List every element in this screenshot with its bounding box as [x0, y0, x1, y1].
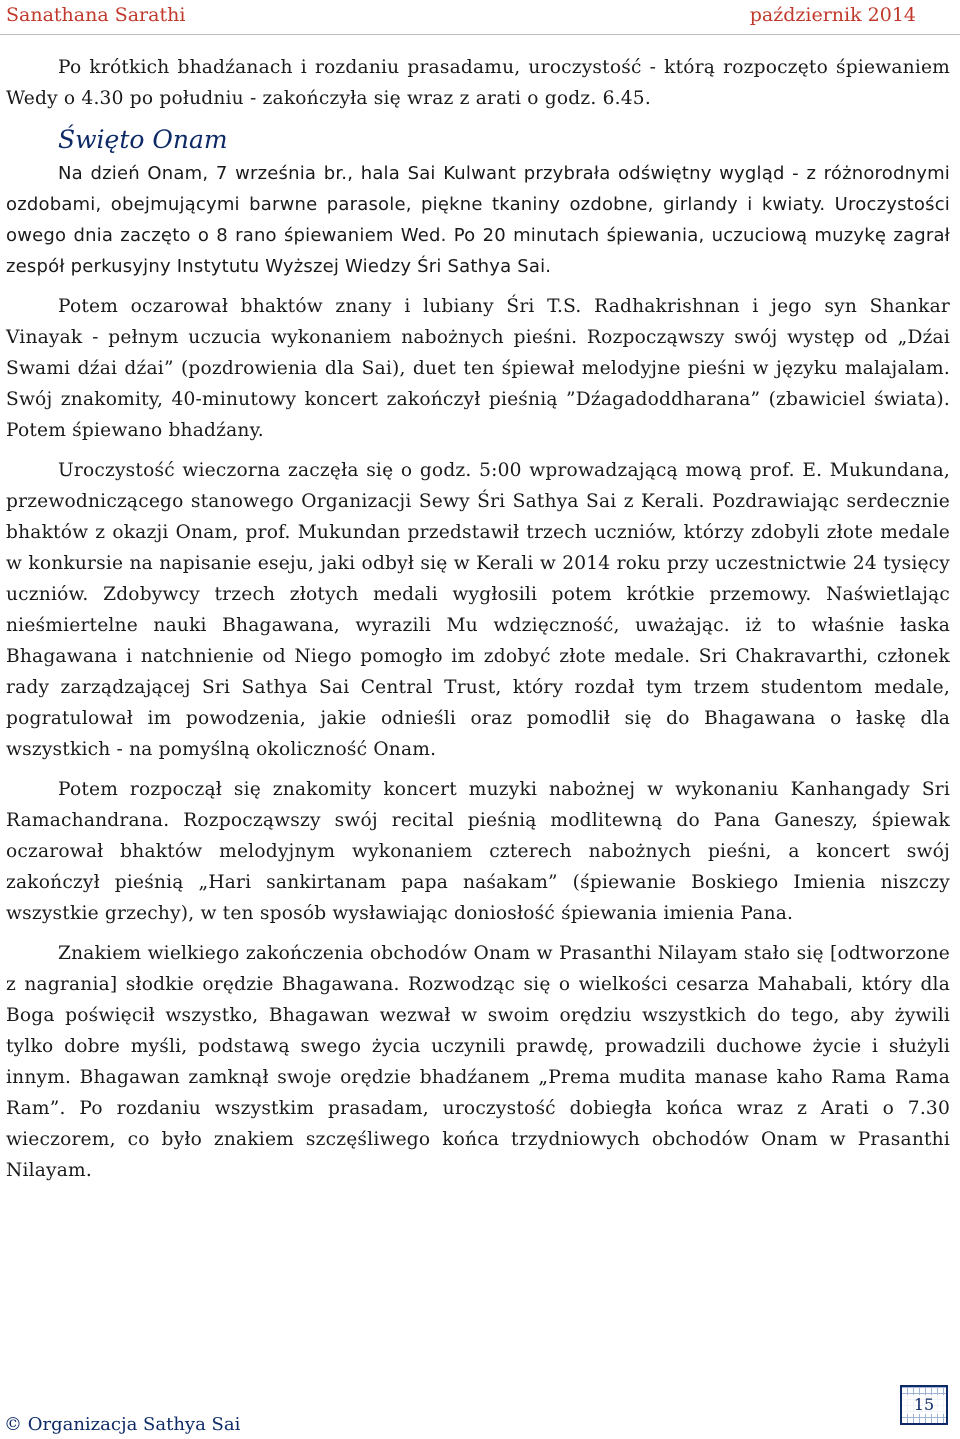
copyright-footer: © Organizacja Sathya Sai — [4, 1414, 241, 1435]
issue-date: październik 2014 — [749, 4, 916, 26]
paragraph-conclusion: Znakiem wielkiego zakończenia obchodów Onam w Prasanthi Nilayam stało się [odtworzone z nagrania] słodkie orędzie Bhagawana. Rozwodząc się o wielkości cesarza Mahabali, który dla Boga poświęcił wszystko, Bhagawan wezwał w swoim orędziu wszystkich do tego, aby żywili tylko dobre myśli, podstawą swego życia uczynili prawdę, prowadzili duchowe życie i służyli innym. Bhagawan zamknął swoje orędzie bhadźanem „Prema mudita manase kaho Rama Rama Ram”. Po rozdaniu wszystkim prasadam, uroczystość dobiegła końca wraz z Arati o 7.30 wieczorem, co było znakiem szczęśliwego końca trzydniowych obchodów Onam w Prasanthi Nilayam. — [6, 943, 950, 1181]
paragraph-concert: Potem rozpoczął się znakomity koncert muzyki nabożnej w wykonaniu Kanhangady Sri Ramachandrana. Rozpocząwszy swój recital pieśnią modlitewną do Pana Ganeszy, śpiewak oczarował bhaktów melodyjnym wykonaniem czterech nabożnych pieśni, a koncert swój zakończył pieśnią „Hari sankirtanam papa naśakam” (śpiewanie Boskiego Imienia niszczy wszystkie grzechy), w ten sposób wysławiając doniosłość śpiewania imienia Pana. — [6, 779, 950, 924]
section-title: Święto Onam — [58, 125, 228, 154]
paragraph-radhakrishnan: Potem oczarował bhaktów znany i lubiany Śri T.S. Radhakrishnan i jego syn Shankar Vinayak - pełnym uczucia wykonaniem nabożnych pieśni. Rozpocząwszy swój występ od „Dźai Swami dźai dźai” (pozdrowienia dla Sai), duet ten śpiewał melodyjne pieśni w języku malajalam. Swój znakomity, 40-minutowy koncert zakończył pieśnią ”Dźagadoddharana” (zbawiciel świata). Potem śpiewano bhadźany. — [6, 296, 950, 441]
paragraph-evening-ceremony: Uroczystość wieczorna zaczęła się o godz. 5:00 wprowadzającą mową prof. E. Mukundana, przewodniczącego stanowego Organizacji Sewy Śri Sathya Sai z Kerali. Pozdrawiając serdecznie bhaktów z okazji Onam, prof. Mukundan przedstawił trzech uczniów, którzy zdobyli złote medale w konkursie na napisanie eseju, jaki odbył się w Kerali w 2014 roku przy uczestnictwie 24 tysięcy uczniów. Zdobywcy trzech złotych medali wygłosili potem krótkie przemowy. Naświetlając nieśmiertelne nauki Bhagawana, wyrazili Mu wdzięczność, uważając. iż to właśnie łaska Bhagawana i natchnienie od Niego pomogło im zdobyć złote medale. Sri Chakravarthi, członek rady zarządzającej Sri Sathya Sai Central Trust, który rozdał tym trzem studentom medale, pogratulował im powodzenia, jakie odnieśli oraz pomodlił się do Bhagawana o łaskę dla wszystkich - na pomyślną okoliczność Onam. — [6, 460, 950, 760]
page-number: 15 — [902, 1395, 946, 1414]
paragraph-onam-decoration: Na dzień Onam, 7 września br., hala Sai Kulwant przybrała odświętny wygląd - z różnorodnymi ozdobami, obejmującymi barwne parasole, piękne tkaniny ozdobne, girlandy i kwiaty. Uroczystości owego dnia zaczęto o 8 rano śpiewaniem Wed. Po 20 minutach śpiewania, uczuciową muzykę zagrał zespół perkusyjny Instytutu Wyższej Wiedzy Śri Sathya Sai. — [6, 163, 950, 277]
intro-paragraph: Po krótkich bhadźanach i rozdaniu prasadamu, uroczystość - którą rozpoczęto śpiewaniem Wedy o 4.30 po południu - zakończyła się wraz z arati o godz. 6.45. — [6, 57, 950, 109]
publication-name: Sanathana Sarathi — [6, 4, 186, 26]
page-number-box — [900, 1385, 948, 1425]
page-header — [0, 0, 960, 35]
article-body — [6, 52, 950, 1195]
